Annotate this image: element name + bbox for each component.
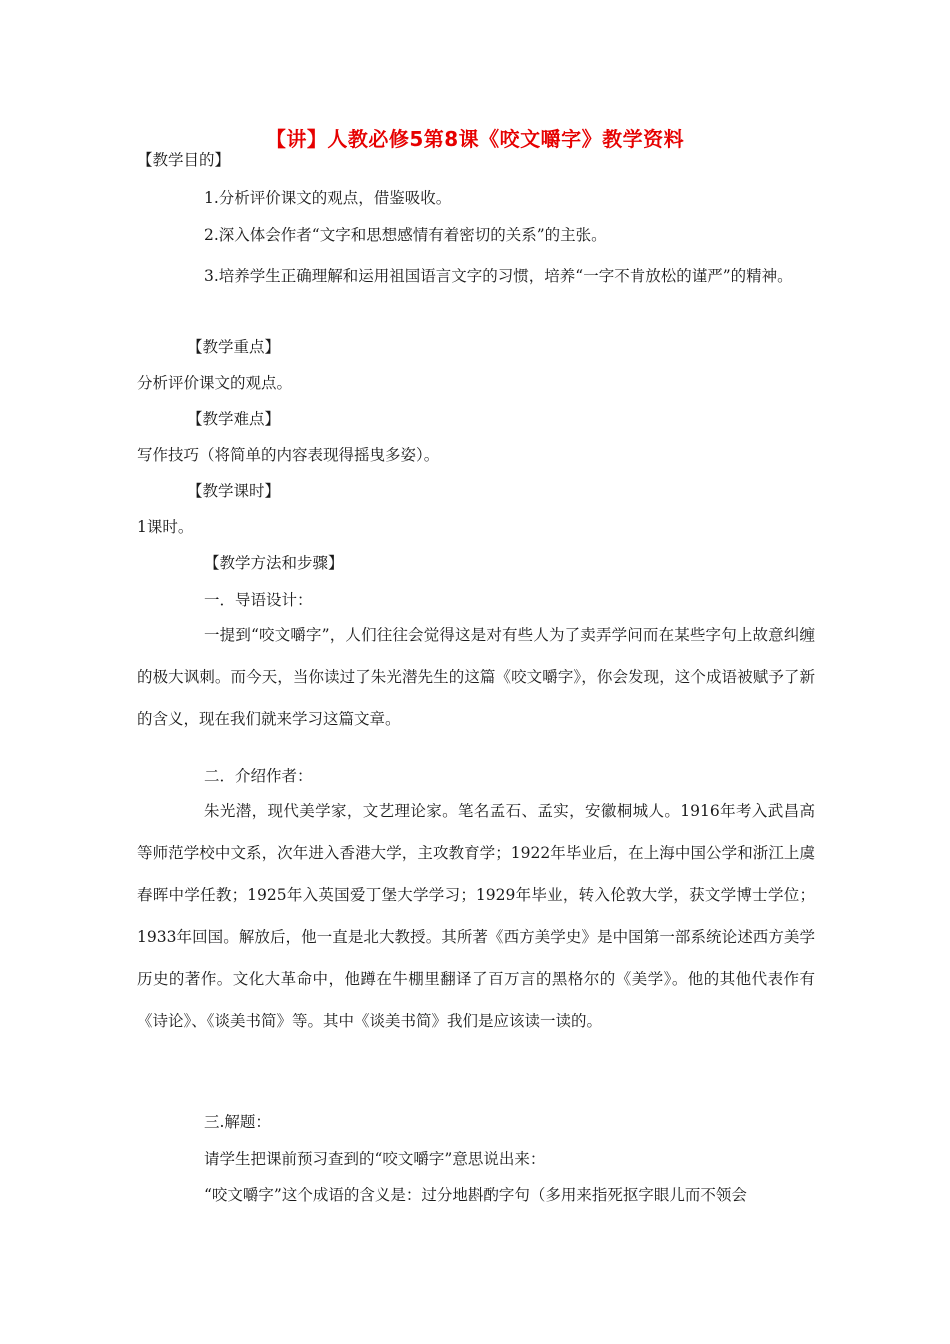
section-title-text-2: “咬文嚼字”这个成语的含义是：过分地斟酌字句（多用来指死抠字眼儿而不领会: [204, 1186, 747, 1204]
section-title-heading: 三.解题：: [204, 1113, 271, 1131]
objectives-heading: 【教学目的】: [137, 151, 231, 169]
key-points-heading: 【教学重点】: [187, 338, 281, 356]
class-hours-heading: 【教学课时】: [187, 482, 281, 500]
class-hours-text: 1课时。: [137, 518, 194, 536]
section-author-text: 朱光潜，现代美学家，文艺理论家。笔名孟石、孟实，安徽桐城人。1916年考入武昌高等师范学校中文系，次年进入香港大学，主攻教育学；1922年毕业后，在上海中国公学和浙江上虞春晖中学任教；1925年入英国爱丁堡大学学习；1929年毕业，转入伦敦大学，获文学博士学位；1933年回国。解放后，他一直是北大教授。其所著《西方美学史》是中国第一部系统论述西方美学历史的著作。文化大革命中，他蹲在牛棚里翻译了百万言的黑格尔的《美学》。他的其他代表作有《诗论》、《谈美书简》等。其中《谈美书简》我们是应该读一读的。: [137, 802, 815, 1030]
methods-heading: 【教学方法和步骤】: [204, 554, 344, 572]
section-intro-heading: 一．导语设计：: [204, 591, 313, 609]
objective-item-2: 2.深入体会作者“文字和思想感情有着密切的关系”的主张。: [204, 226, 607, 244]
section-intro-text: 一提到“咬文嚼字”，人们往往会觉得这是对有些人为了卖弄学问而在某些字句上故意纠缠的极大讽刺。而今天，当你读过了朱光潜先生的这篇《咬文嚼字》，你会发现，这个成语被赋予了新的含义，现在我们就来学习这篇文章。: [137, 626, 815, 728]
document-title: 【讲】人教必修5第8课《咬文嚼字》教学资料: [265, 127, 685, 151]
difficulties-heading: 【教学难点】: [187, 410, 281, 428]
objective-item-1: 1.分析评价课文的观点，借鉴吸收。: [204, 189, 452, 207]
section-title-text: 请学生把课前预习查到的“咬文嚼字”意思说出来：: [204, 1150, 546, 1168]
objective-item-3: 3.培养学生正确理解和运用祖国语言文字的习惯，培养“一字不肯放松的谨严”的精神。: [204, 267, 793, 285]
difficulties-text: 写作技巧（将简单的内容表现得摇曳多姿）。: [137, 446, 440, 464]
key-points-text: 分析评价课文的观点。: [137, 374, 293, 392]
section-author-heading: 二．介绍作者：: [204, 767, 313, 785]
